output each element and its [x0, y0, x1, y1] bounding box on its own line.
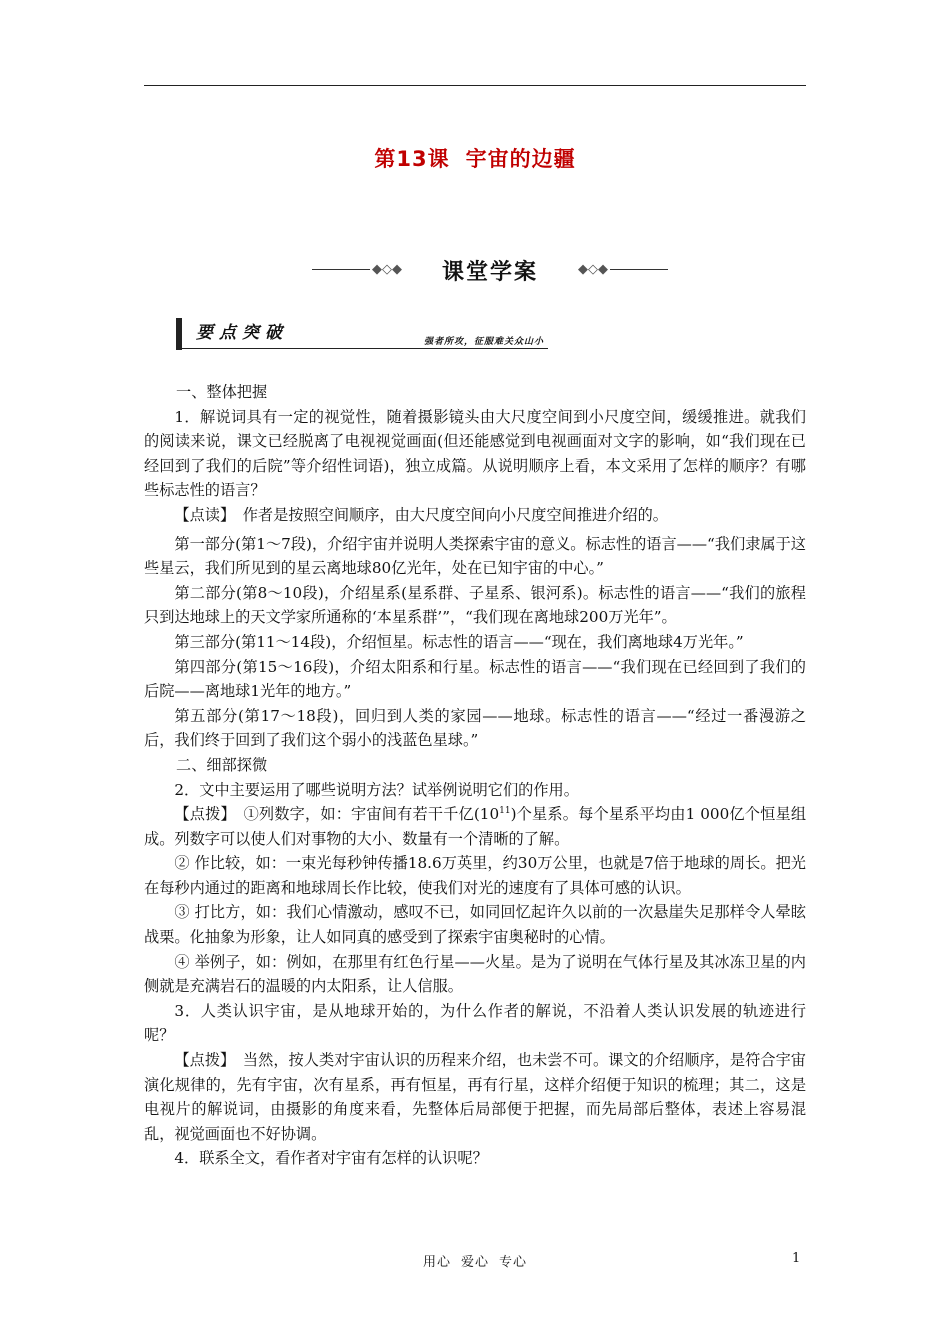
paragraph: 第一部分(第1～7段)，介绍宇宙并说明人类探索宇宙的意义。标志性的语言——“我们隶属于这些星云，我们所见到的星云离地球80亿光年，处在已知宇宙的中心。” — [144, 534, 806, 578]
footer — [0, 1251, 950, 1270]
page-title — [0, 143, 950, 173]
paragraph: 第二部分(第8～10段)，介绍星系(星系群、子星系、银河系)。标志性的语言——“我们的旅程只到达地球上的天文学家所通称的‘本星系群’”，“我们现在离地球200万光年”。 — [144, 583, 806, 627]
paragraph-text: )个星系。每个星系平均由1 000亿个恒星组成。列数字可以使人们对事物的大小、数量有一个清晰的了解。 — [144, 805, 807, 848]
paragraph: 3．人类认识宇宙，是从地球开始的，为什么作者的解说，不沿着人类认识发展的轨迹进行呢？ — [144, 1001, 806, 1045]
lesson-name: 宇宙的边疆 — [465, 147, 576, 171]
paragraph: ② 作比较，如：一束光每秒钟传播18.6万英里，约30万公里，也就是7倍于地球的周长。把光在每秒内通过的距离和地球周长作比较，使我们对光的速度有了具体可感的认识。 — [144, 854, 806, 897]
footer-item: 专心 — [499, 1255, 528, 1270]
banner-line-right — [610, 269, 668, 270]
paragraph: 第四部分(第15～16段)，介绍太阳系和行星。标志性的语言——“我们现在已经回到了我们的后院——离地球1光年的地方。” — [144, 657, 806, 701]
lesson-number: 第13课 — [374, 147, 450, 171]
header-bar — [176, 318, 182, 350]
paragraph: ④ 举例子，如：例如，在那里有红色行星——火星。是为了说明在气体行星及其冰冻卫星的内侧就是充满岩石的温暖的内太阳系，让人信服。 — [144, 952, 806, 996]
paragraph-text: 【点拨】 ①列数字，如：宇宙间有若干千亿(10 — [174, 805, 500, 824]
superscript-exponent: 11 — [499, 806, 511, 817]
document-body — [144, 380, 806, 1171]
section-label: 课堂学案 — [441, 260, 538, 285]
key-points-header — [176, 318, 548, 350]
diamond-ornament-icon: ◆◇◆ — [578, 262, 608, 277]
key-points-label: 要点突破 — [196, 323, 288, 343]
footer-item: 爱心 — [460, 1255, 489, 1270]
key-points-motto: 强者所攻，征服难关众山小 — [423, 337, 544, 347]
paragraph: 2．文中主要运用了哪些说明方法？试举例说明它们的作用。 — [174, 780, 579, 799]
footer-item: 用心 — [422, 1255, 451, 1270]
paragraph: 1．解说词具有一定的视觉性，随着摄影镜头由大尺度空间到小尺度空间，缓缓推进。就我们的阅读来说，课文已经脱离了电视视觉画面(但还能感觉到电视画面对文字的影响，如“我们现在已经回到了我们的后院”等介绍性词语)，独立成篇。从说明顺序上看，本文采用了怎样的顺序？有哪些标志性的语言？ — [144, 407, 806, 500]
header-rule — [144, 85, 806, 86]
paragraph: 4．联系全文，看作者对宇宙有怎样的认识呢？ — [174, 1149, 488, 1168]
paragraph: 一、整体把握 — [176, 383, 268, 401]
paragraph: 第三部分(第11～14段)，介绍恒星。标志性的语言——“现在，我们离地球4万光年。” — [174, 632, 744, 651]
paragraph: ③ 打比方，如：我们心情激动，感叹不已，如同回忆起许久以前的一次悬崖失足那样令人晕眩战栗。化抽象为形象，让人如同真的感受到了探索宇宙奥秘时的心情。 — [144, 903, 806, 947]
header-underline — [176, 348, 548, 349]
diamond-ornament-icon: ◆◇◆ — [372, 262, 402, 277]
paragraph: 【点拨】 当然，按人类对宇宙认识的历程来介绍，也未尝不可。课文的介绍顺序，是符合宇宙演化规律的，先有宇宙，次有星系，再有恒星，再有行星，这样介绍便于知识的梳理；其二，这是电视片的解说词，由摄影的角度来看，先整体后局部便于把握，而先局部后整体，表述上容易混乱，视觉画面也不好协调。 — [144, 1051, 806, 1143]
page-number: 1 — [792, 1251, 801, 1266]
paragraph: 二、细部探微 — [176, 755, 268, 774]
section-banner — [312, 255, 668, 285]
paragraph — [144, 802, 806, 851]
paragraph: 【点读】 作者是按照空间顺序，由大尺度空间向小尺度空间推进介绍的。 — [174, 505, 668, 524]
paragraph: 第五部分(第17～18段)，回归到人类的家园——地球。标志性的语言——“经过一番漫游之后，我们终于回到了我们这个弱小的浅蓝色星球。” — [144, 706, 806, 750]
